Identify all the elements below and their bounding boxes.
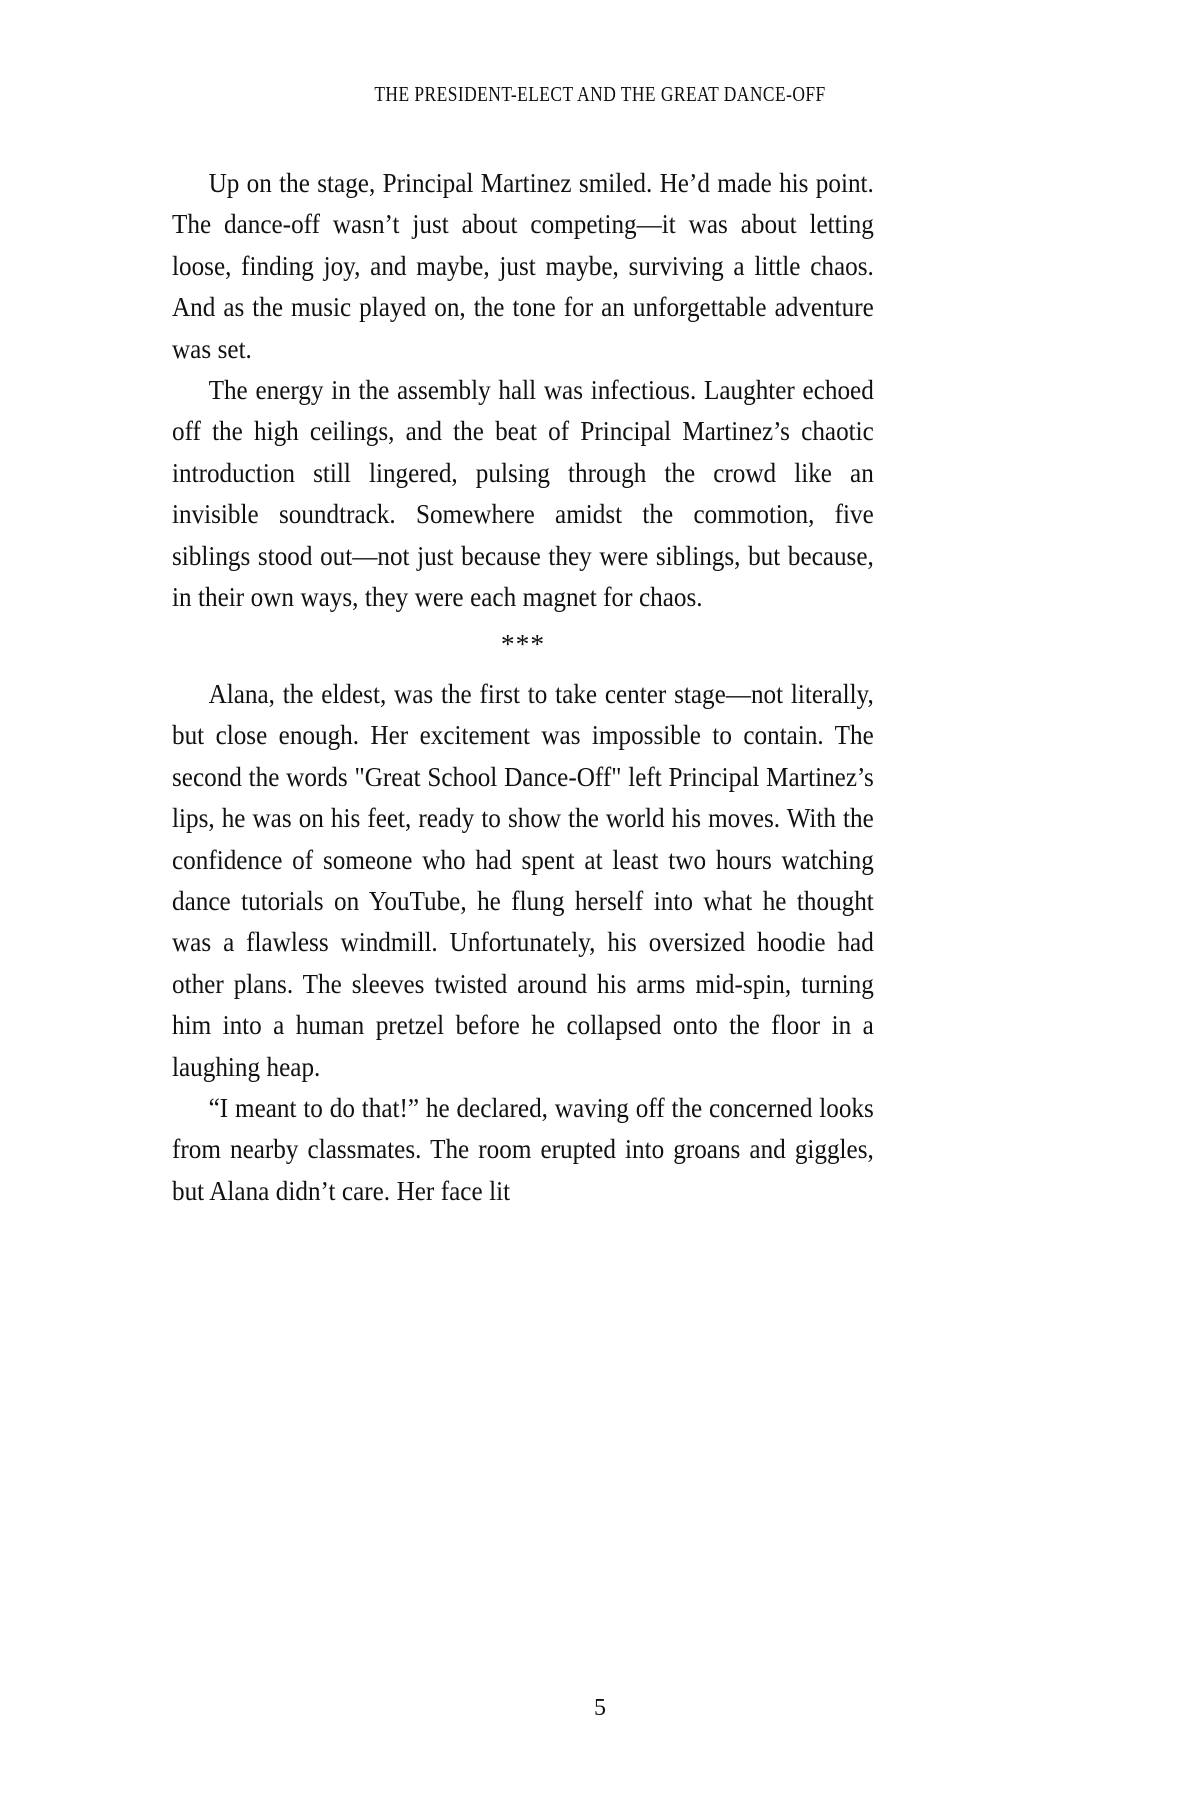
body-text-block [172,162,874,1211]
page-number: 5 [594,1695,606,1721]
paragraph: The energy in the assembly hall was infectious. Laughter echoed off the high ceilings, and the beat of Principal Martinez’s chaotic introduction still lingered, pulsing through the crowd like an invisible soundtrack. Somewhere amidst the commotion, five siblings stood out—not just because they were siblings, but because, in their own ways, they were each magnet for chaos. [172,374,874,613]
paragraph: Alana, the eldest, was the first to take center stage—not literally, but close enough. Her excitement was impossible to contain. The second the words "Great School Dance-Off" left Principal Martinez’s lips, he was on his feet, ready to show the world his moves. With the confidence of someone who had spent at least two hours watching dance tutorials on YouTube, he flung herself into what he thought was a flawless windmill. Unfortunately, his oversized hoodie had other plans. The sleeves twisted around his arms mid-spin, turning him into a human pretzel before he collapsed onto the floor in a laughing heap. [172,677,874,1082]
running-header: THE PRESIDENT-ELECT AND THE GREAT DANCE-OFF [374,82,826,106]
paragraph: Up on the stage, Principal Martinez smiled. He’d made his point. The dance-off wasn’t just about competing—it was about letting loose, finding joy, and maybe, just maybe, surviving a little chaos. And as the music played on, the tone for an unforgettable adventure was set. [172,167,874,364]
paragraph: “I meant to do that!” he declared, waving off the concerned looks from nearby classmates. The room erupted into groans and giggles, but Alana didn’t care. Her face lit [172,1091,874,1206]
section-break-divider: *** [500,628,546,660]
